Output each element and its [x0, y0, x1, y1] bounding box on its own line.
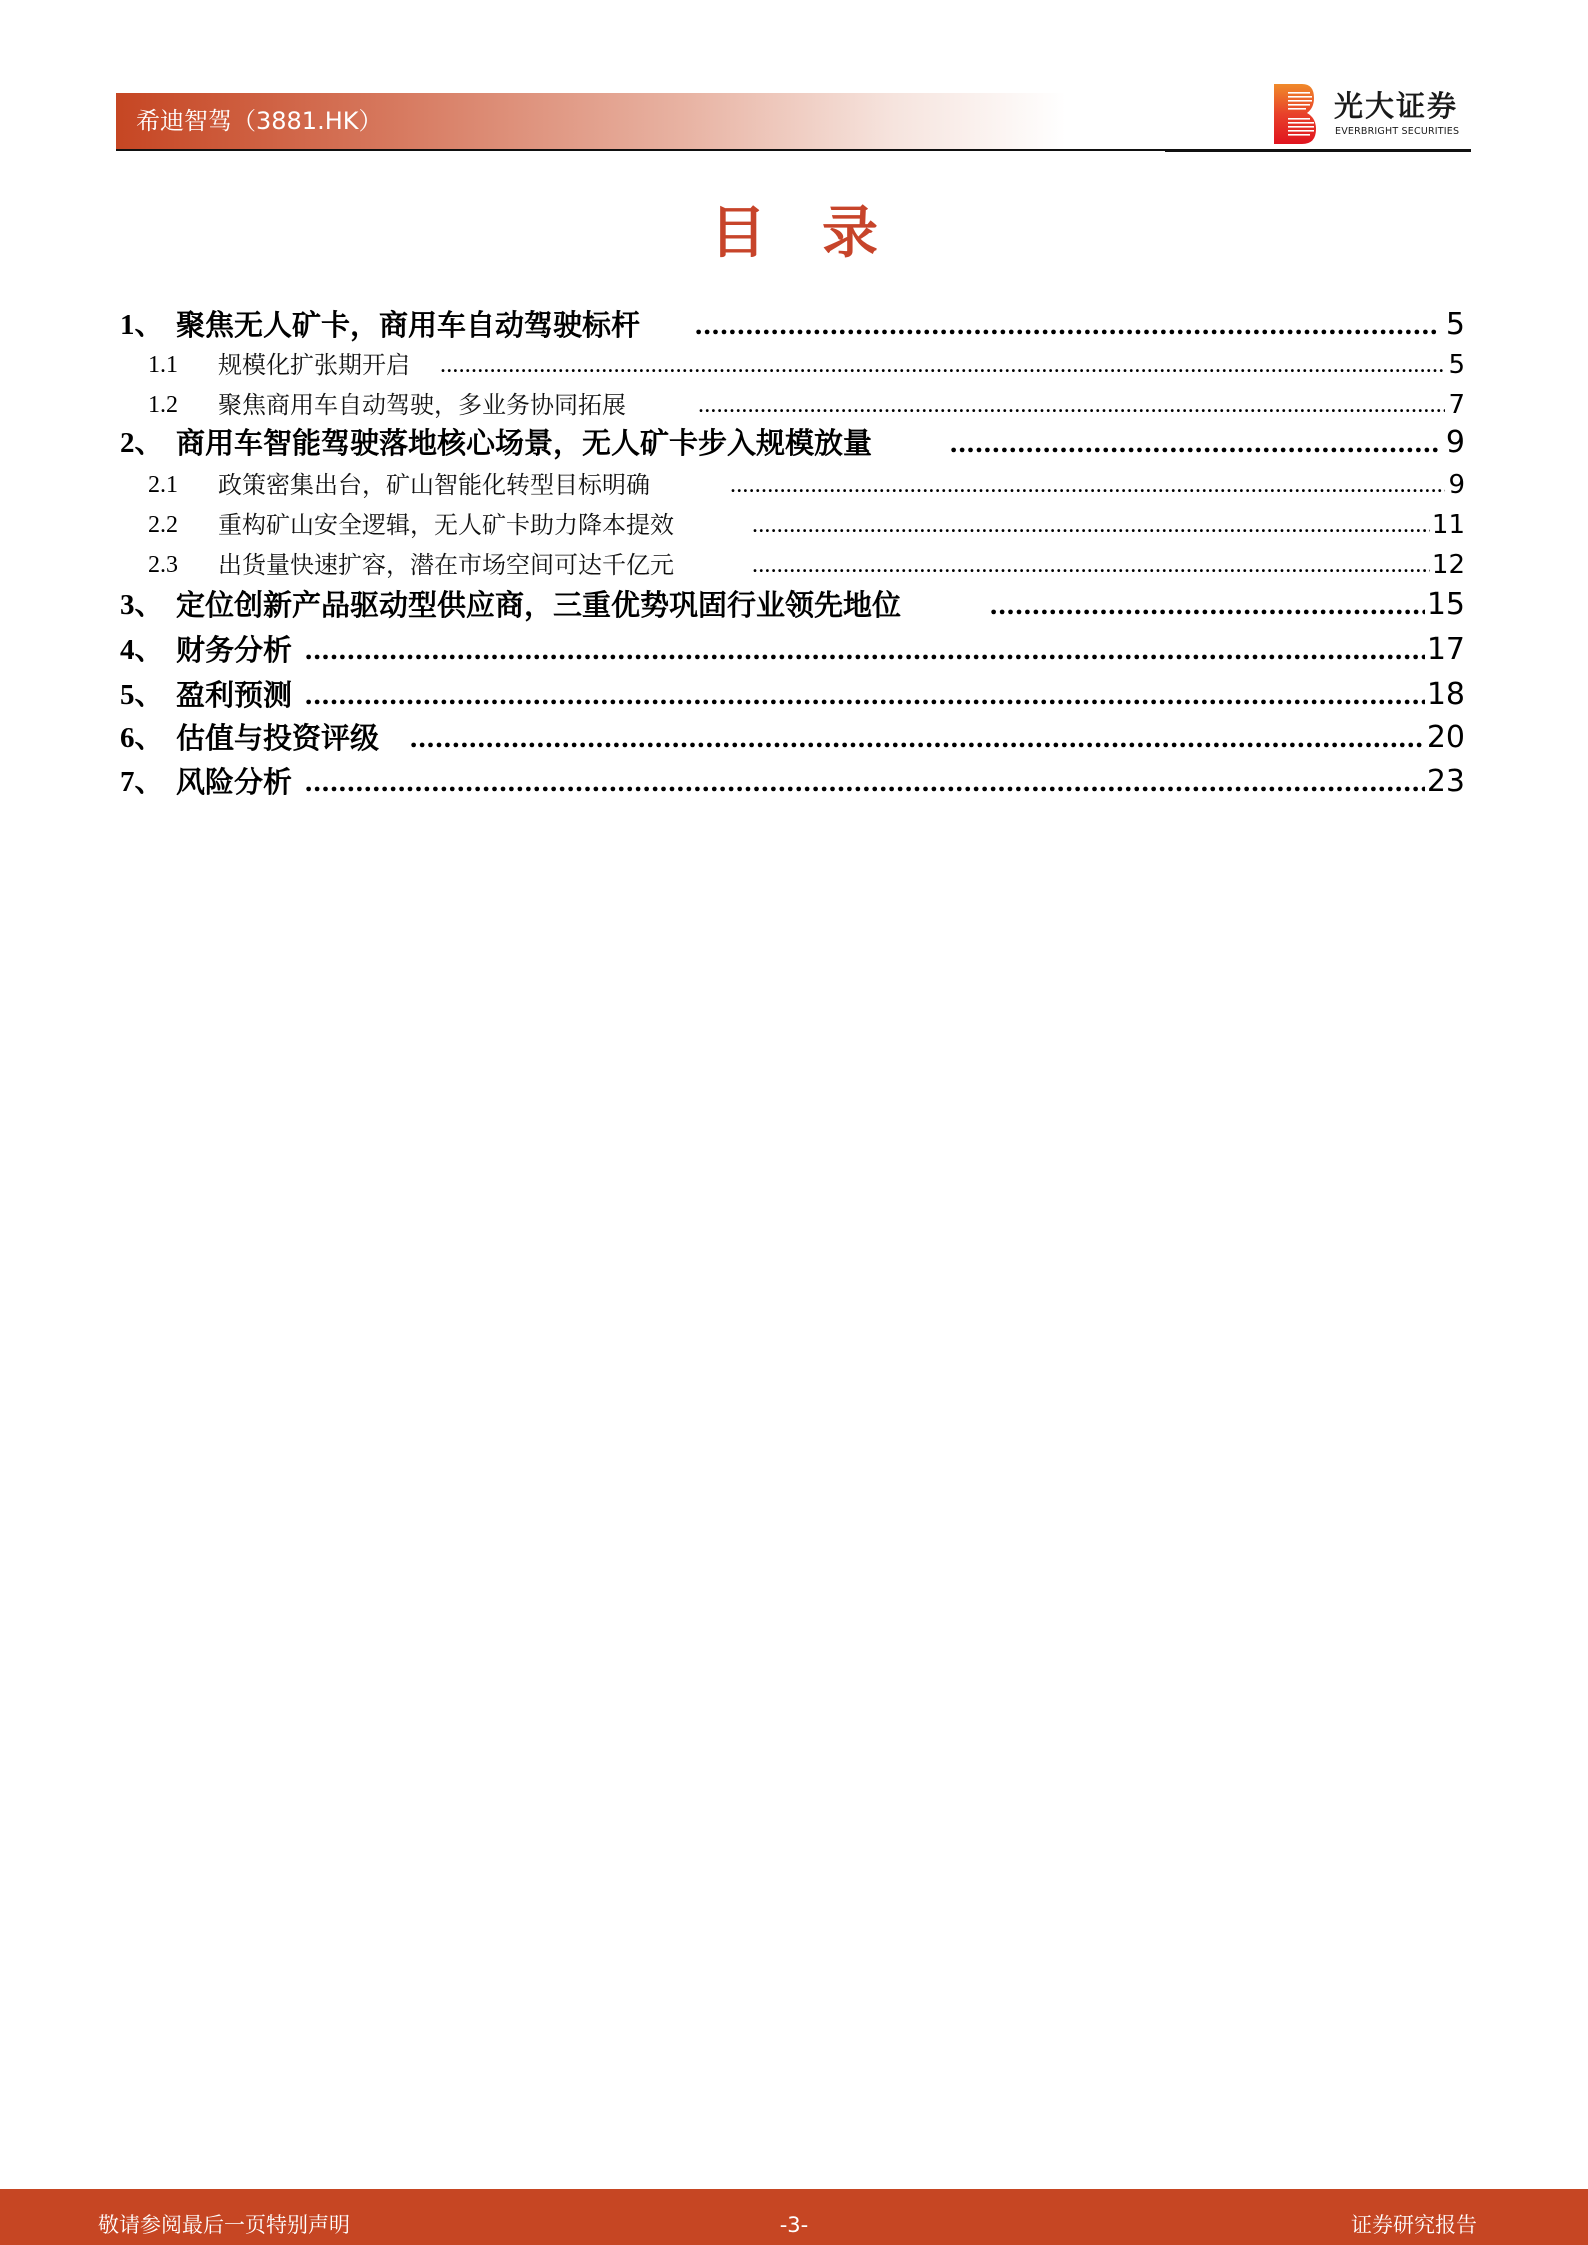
toc-leader-dots — [410, 718, 1425, 758]
toc-entry-number: 2.3 — [148, 552, 178, 578]
toc-entry-text[interactable]: 估值与投资评级 — [176, 721, 380, 755]
toc-entry[interactable] — [0, 387, 1588, 423]
toc-entry-number: 1.1 — [148, 352, 178, 378]
toc-title: 目录 — [710, 201, 934, 266]
toc-entry-text[interactable]: 出货量快速扩容，潜在市场空间可达千亿元 — [218, 551, 674, 579]
toc-entry-page[interactable]: 9 — [1448, 470, 1465, 500]
toc-entry[interactable] — [0, 585, 1588, 625]
toc-entry-number: 7、 — [120, 766, 164, 798]
everbright-logo — [1274, 84, 1474, 146]
toc-entry-page[interactable]: 7 — [1448, 390, 1465, 420]
everbright-b-logo-icon — [1274, 84, 1316, 144]
toc-entry-number: 5、 — [120, 679, 164, 711]
toc-entry[interactable] — [0, 467, 1588, 503]
toc-leader-dots — [305, 630, 1425, 670]
toc-entry[interactable] — [0, 423, 1588, 463]
toc-entry-text[interactable]: 重构矿山安全逻辑，无人矿卡助力降本提效 — [218, 511, 674, 539]
toc-entry-text[interactable]: 聚焦商用车自动驾驶，多业务协同拓展 — [218, 391, 626, 419]
footer-disclaimer: 敬请参阅最后一页特别声明 — [98, 2213, 350, 2237]
toc-leader-dots — [698, 387, 1445, 423]
toc-entry-number: 6、 — [120, 722, 164, 754]
toc-entry-text[interactable]: 聚焦无人矿卡，商用车自动驾驶标杆 — [176, 308, 641, 342]
toc-entry[interactable] — [0, 718, 1588, 758]
toc-leader-dots — [440, 347, 1445, 383]
toc-entry-page[interactable]: 18 — [1426, 677, 1465, 712]
report-header-band — [116, 93, 1066, 149]
report-title: 希迪智驾（3881.HK） — [136, 107, 383, 135]
toc-entry-number: 3、 — [120, 589, 164, 621]
toc-leader-dots — [950, 423, 1440, 463]
toc-entry-number: 1、 — [120, 309, 164, 341]
header-divider-right — [1165, 149, 1471, 152]
toc-entry-text[interactable]: 政策密集出台，矿山智能化转型目标明确 — [218, 471, 650, 499]
toc-leader-dots — [990, 585, 1425, 625]
toc-leader-dots — [305, 675, 1425, 715]
toc-entry-number: 1.2 — [148, 392, 178, 418]
toc-entry[interactable] — [0, 305, 1588, 345]
toc-entry[interactable] — [0, 675, 1588, 715]
toc-entry[interactable] — [0, 547, 1588, 583]
toc-entry-text[interactable]: 商用车智能驾驶落地核心场景，无人矿卡步入规模放量 — [176, 426, 873, 460]
toc-leader-dots — [305, 762, 1425, 802]
toc-entry[interactable] — [0, 347, 1588, 383]
logo-name-cn: 光大证券 — [1334, 89, 1459, 123]
toc-entry[interactable] — [0, 762, 1588, 802]
toc-entry-page[interactable]: 11 — [1431, 510, 1465, 540]
toc-leader-dots — [730, 467, 1445, 503]
toc-entry-text[interactable]: 财务分析 — [176, 633, 293, 667]
toc-entry-text[interactable]: 盈利预测 — [176, 678, 293, 712]
toc-entry-page[interactable]: 9 — [1445, 425, 1465, 460]
footer-page-number: -3- — [779, 2213, 809, 2237]
toc-entry-page[interactable]: 20 — [1426, 720, 1465, 755]
toc-entry[interactable] — [0, 507, 1588, 543]
toc-leader-dots — [752, 507, 1430, 543]
footer-doc-type: 证券研究报告 — [1351, 2213, 1477, 2237]
toc-entry-text[interactable]: 风险分析 — [176, 765, 293, 799]
header-divider-left — [116, 149, 1165, 151]
toc-entry-text[interactable]: 定位创新产品驱动型供应商，三重优势巩固行业领先地位 — [176, 588, 902, 622]
logo-name-en: EVERBRIGHT SECURITIES — [1335, 126, 1460, 137]
toc-entry-number: 2、 — [120, 427, 164, 459]
toc-entry-number: 2.2 — [148, 512, 178, 538]
toc-entry-page[interactable]: 23 — [1426, 764, 1465, 799]
toc-entry-page[interactable]: 5 — [1448, 350, 1465, 380]
toc-entry-page[interactable]: 5 — [1445, 307, 1465, 342]
toc-entry-page[interactable]: 15 — [1426, 587, 1465, 622]
toc-leader-dots — [695, 305, 1440, 345]
toc-entry-page[interactable]: 12 — [1431, 550, 1465, 580]
toc-leader-dots — [752, 547, 1430, 583]
toc-entry-number: 4、 — [120, 634, 164, 666]
toc-entry-number: 2.1 — [148, 472, 178, 498]
toc-entry-page[interactable]: 17 — [1426, 632, 1465, 667]
toc-entry-text[interactable]: 规模化扩张期开启 — [218, 351, 410, 379]
toc-entry[interactable] — [0, 630, 1588, 670]
page-footer — [0, 2189, 1588, 2245]
